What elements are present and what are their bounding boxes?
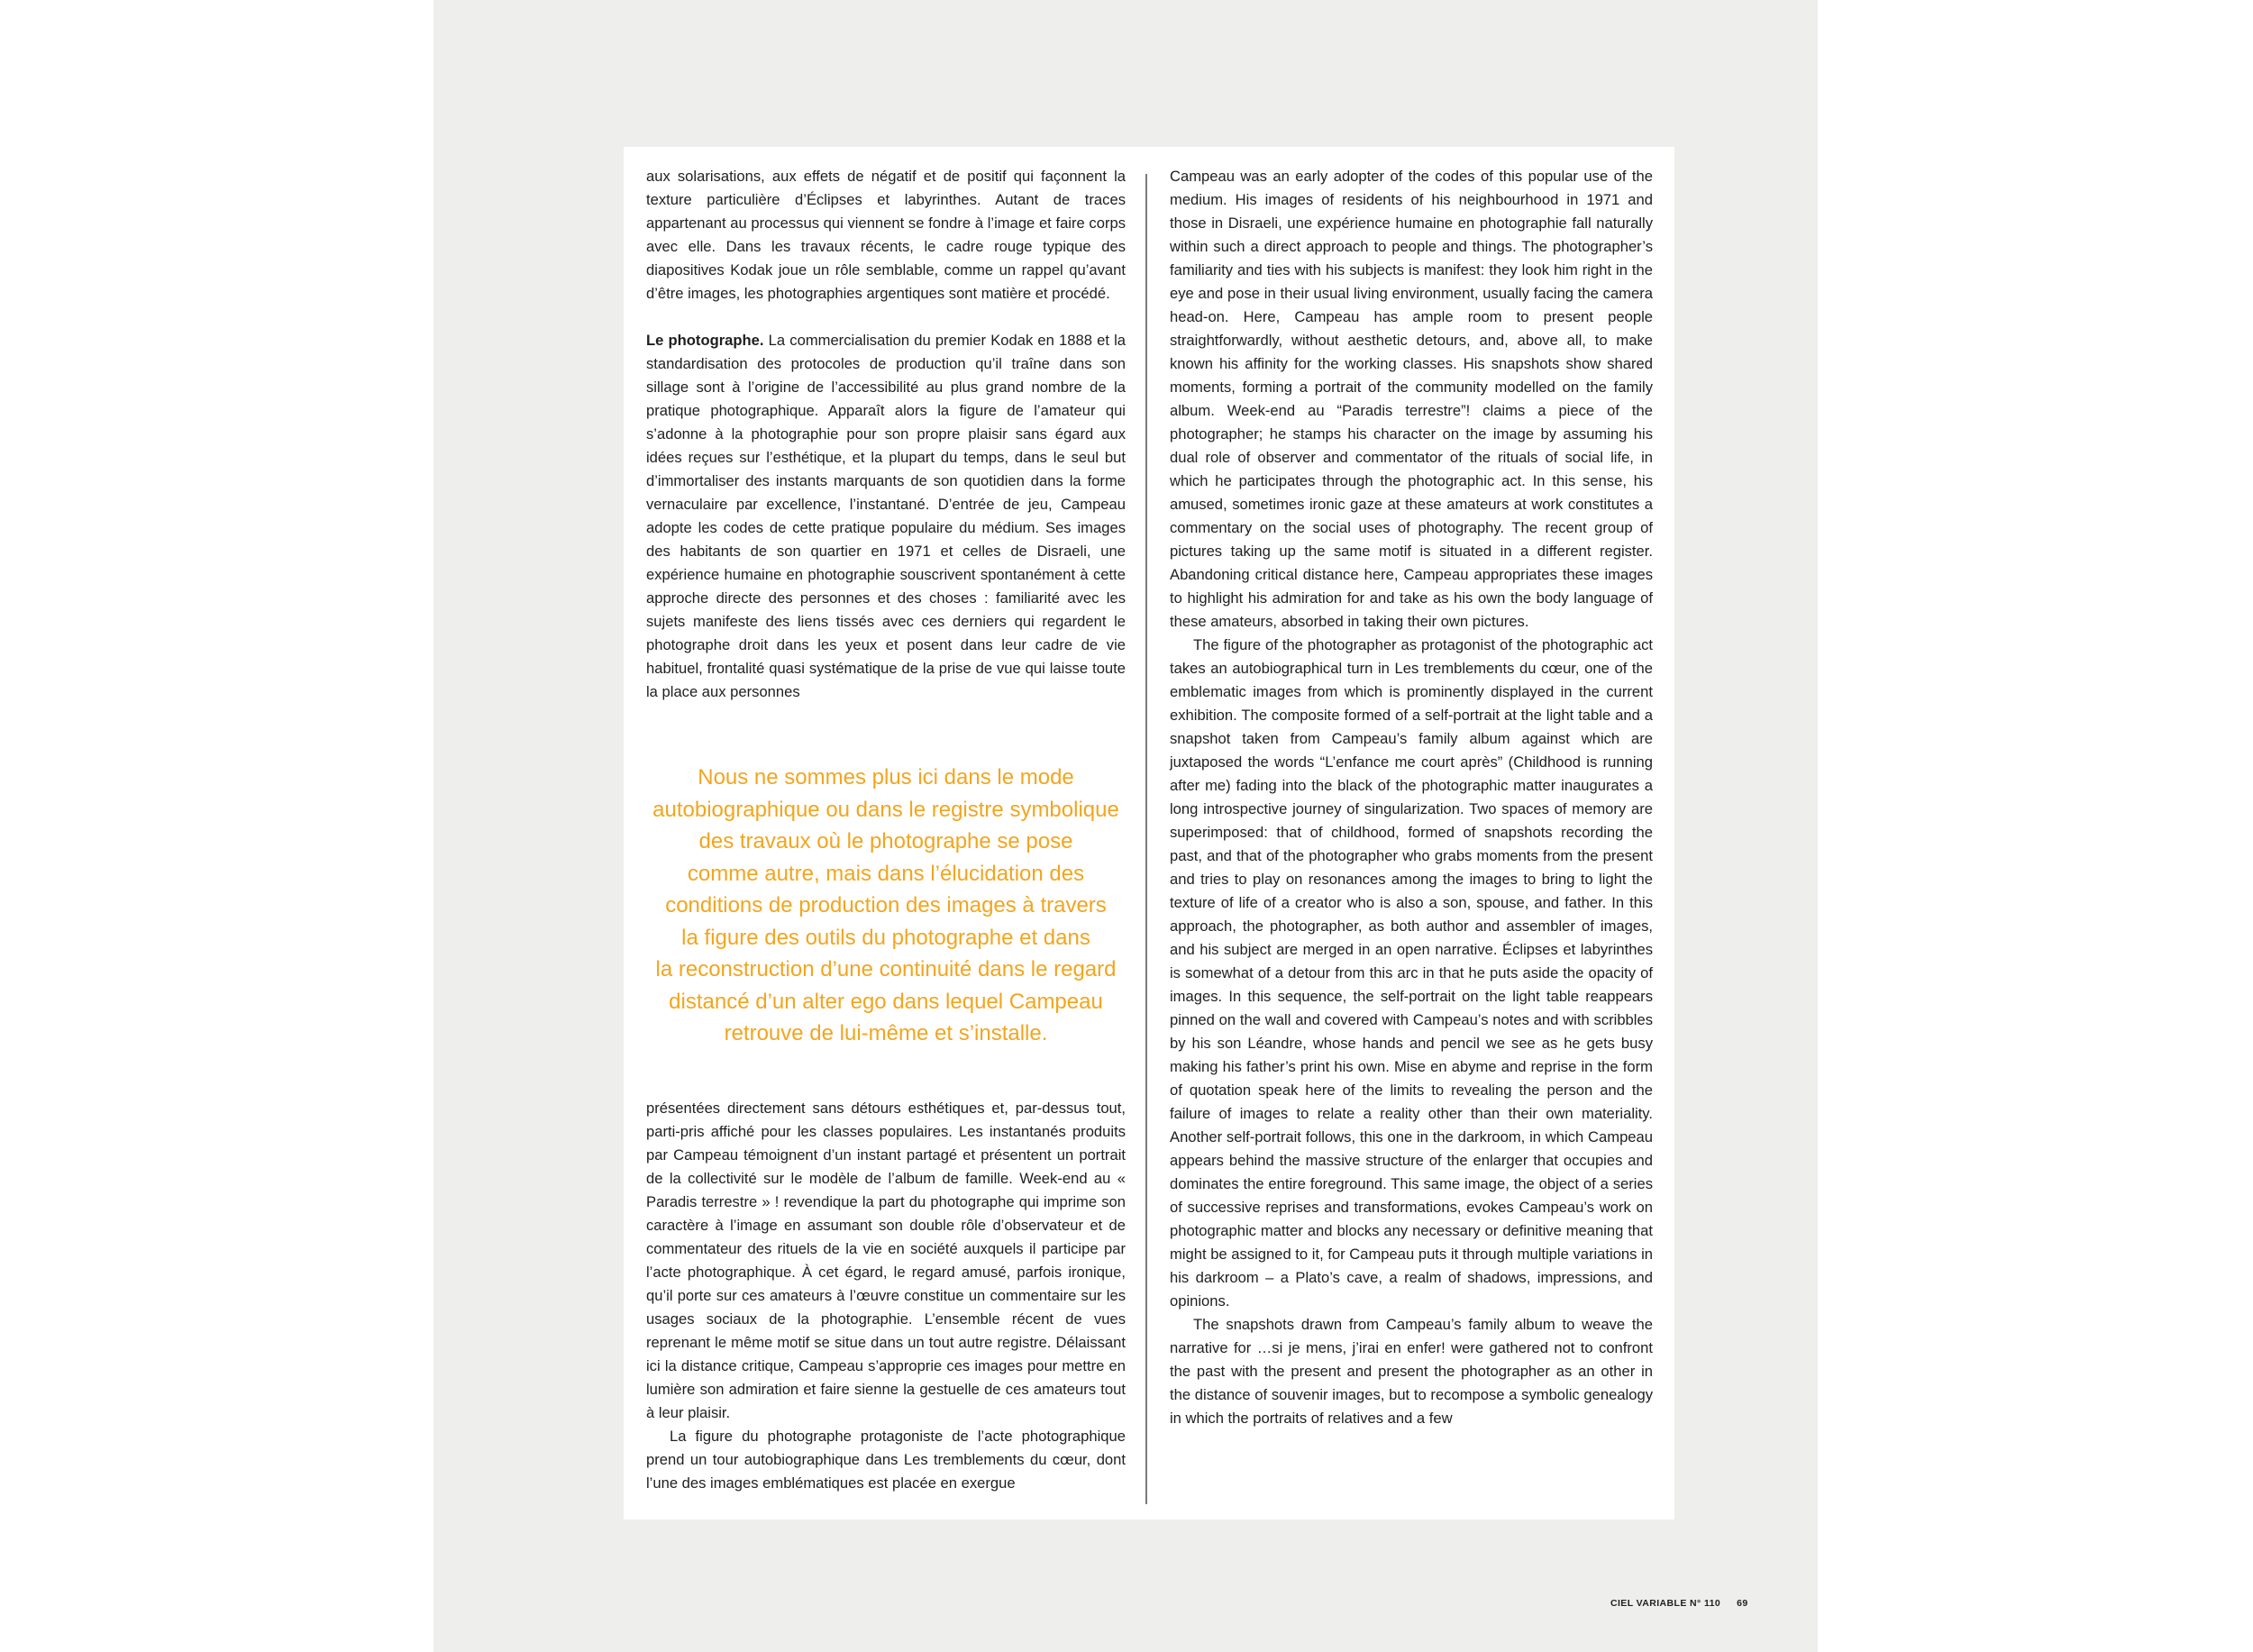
pull-quote-line: distancé d’un alter ego dans lequel Campeau [669, 989, 1103, 1014]
paragraph: présentées directement sans détours esthétiques et, par-dessus tout, parti-pris affiché pour les classes populaires. Les instantanés produits par Campeau témoignent d’un instant partagé et présentent un portrait de la collectivité sur le modèle de l’album de famille. Week-end au « Paradis terrestre » ! revendique la part du photographe qui imprime son caractère à l’image en assumant son double rôle d’observateur et de commentateur des rituels de la vie en société auxquels il participe par l’acte photographique. À cet égard, le regard amusé, parfois ironique, qu’il porte sur ces amateurs à l’œuvre constitue un commentaire sur les usages sociaux de la photographie. L’ensemble récent de vues reprenant le même motif se situe dans un tout autre registre. Délaissant ici la distance critique, Campeau s’approprie ces images pour mettre en lumière son admiration et faire sienne la gestuelle de ces amateurs tout à leur plaisir. [646, 1099, 1126, 1421]
pull-quote-line: autobiographique ou dans le registre symbolique [652, 797, 1119, 822]
english-column [1170, 165, 1653, 1430]
paragraph: aux solarisations, aux effets de négatif et de positif qui façonnent la texture particulière d’Éclipses et labyrinthes. Autant de traces appartenant au processus qui viennent se fondre à l’image et faire corps avec elle. Dans les travaux récents, le cadre rouge typique des diapositives Kodak joue un rôle semblable, comme un rappel qu’avant d’être images, les photographies argentiques sont matière et procédé. [646, 168, 1126, 302]
page-number: 69 [1737, 1598, 1748, 1609]
paragraph: The figure of the photographer as protagonist of the photographic act takes an autobiographical turn in Les tremblements du cœur, one of the emblematic images from which is prominently displayed in the current exhibition. The composite formed of a self-portrait at the light table and a snapshot taken from Campeau’s family album against which are juxtaposed the words “L’enfance me court après” (Childhood is running after me) fading into the black of the photographic matter inaugurates a long introspective journey of singularization. Two spaces of memory are superimposed: that of childhood, formed of snapshots recording the past, and that of the photographer who grabs moments from the present and tries to play on resonances among the images to bring to light the texture of life of a creator who is also a son, spouse, and father. In this approach, the photographer, as both author and assembler of images, and his subject are merged in an open narrative. Éclipses et labyrinthes is somewhat of a detour from this arc in that he puts aside the opacity of images. In this sequence, the self-portrait on the light table reappears pinned on the wall and covered with Campeau’s notes and with scribbles by his son Léandre, whose hands and pencil we see as he gets busy making his father’s print his own. Mise en abyme and reprise in the form of quotation speak here of the limits to revealing the person and the failure of images to relate a reality other than their own materiality. Another self-portrait follows, this one in the darkroom, in which Campeau appears behind the massive structure of the enlarger that occupies and dominates the entire foreground. This same image, the object of a series of successive reprises and transformations, evokes Campeau’s work on photographic matter and blocks any necessary or definitive meaning that might be assigned to it, for Campeau puts it through multiple variations in his darkroom – a Plato’s cave, a realm of shadows, impressions, and opinions. [1170, 636, 1653, 1310]
paragraph: La figure du photographe protagoniste de l’acte photographique prend un tour autobiographique dans Les tremblements du cœur, dont l’une des images emblématiques est placée en exergue [646, 1427, 1126, 1492]
magazine-page [433, 0, 1818, 1652]
paragraph: The snapshots drawn from Campeau’s family album to weave the narrative for …si je mens, j’irai en enfer! were gathered not to confront the past with the present and present the photographer as an other in the distance of souvenir images, but to recompose a symbolic genealogy in which the portraits of relatives and a few [1170, 1316, 1653, 1427]
paragraph-text: La commercialisation du premier Kodak en 1888 et la standardisation des protocoles de production qu’il traîne dans son sillage sont à l’origine de l’accessibilité au plus grand nombre de la pratique photographique. Apparaît alors la figure de l’amateur qui s’adonne à la photographie pour son propre plaisir sans égard aux idées reçues sur l’esthétique, et la plupart du temps, dans le seul but d’immortaliser des instants marquants de son quotidien dans la forme vernaculaire par excellence, l’instantané. D’entrée de jeu, Campeau adopte les codes de cette pratique populaire du médium. Ses images des habitants de son quartier en 1971 et celles de Disraeli, une expérience humaine en photographie souscrivent spontanément à cette approche directe des personnes et des choses : familiarité avec les sujets manifeste des liens tissés avec ces derniers qui regardent le photographe droit dans les yeux et posent dans leur cadre de vie habituel, frontalité quasi systématique de la prise de vue qui laisse toute la place aux personnes [646, 332, 1126, 700]
pull-quote-line: Nous ne sommes plus ici dans le mode [698, 765, 1074, 789]
article-text-box [624, 147, 1674, 1520]
column-divider [1145, 174, 1147, 1504]
pull-quote [646, 762, 1126, 1050]
pull-quote-line: la figure des outils du photographe et dans [681, 925, 1090, 950]
section-heading: Le photographe. [646, 332, 764, 349]
french-column [646, 165, 1126, 1495]
page-footer [1610, 1598, 1748, 1609]
paragraph [646, 329, 1126, 704]
pull-quote-line: retrouve de lui-même et s’installe. [724, 1021, 1048, 1045]
pull-quote-line: la reconstruction d’une continuité dans le regard [655, 957, 1117, 981]
pull-quote-line: comme autre, mais dans l’élucidation des [687, 861, 1085, 886]
magazine-title: CIEL VARIABLE N° 110 [1610, 1598, 1721, 1609]
pull-quote-line: conditions de production des images à travers [665, 893, 1107, 917]
pull-quote-line: des travaux où le photographe se pose [698, 829, 1073, 853]
paragraph: Campeau was an early adopter of the codes of this popular use of the medium. His images of residents of his neighbourhood in 1971 and those in Disraeli, une expérience humaine en photographie fall naturally within such a direct approach to people and things. The photographer’s familiarity and ties with his subjects is manifest: they look him right in the eye and pose in their usual living environment, usually facing the camera head-on. Here, Campeau has ample room to present people straightforwardly, without aesthetic detours, and, above all, to make known his affinity for the working classes. His snapshots show shared moments, forming a portrait of the community modelled on the family album. Week-end au “Paradis terrestre”! claims a piece of the photographer; he stamps his character on the image by assuming his dual role of observer and commentator of the rituals of social life, in which he participates through the photographic act. In this sense, his amused, sometimes ironic gaze at these amateurs at work constitutes a commentary on the social uses of photography. The recent group of pictures taking up the same motif is situated in a different register. Abandoning critical distance here, Campeau appropriates these images to highlight his admiration for and take as his own the body language of these amateurs, absorbed in taking their own pictures. [1170, 168, 1653, 630]
